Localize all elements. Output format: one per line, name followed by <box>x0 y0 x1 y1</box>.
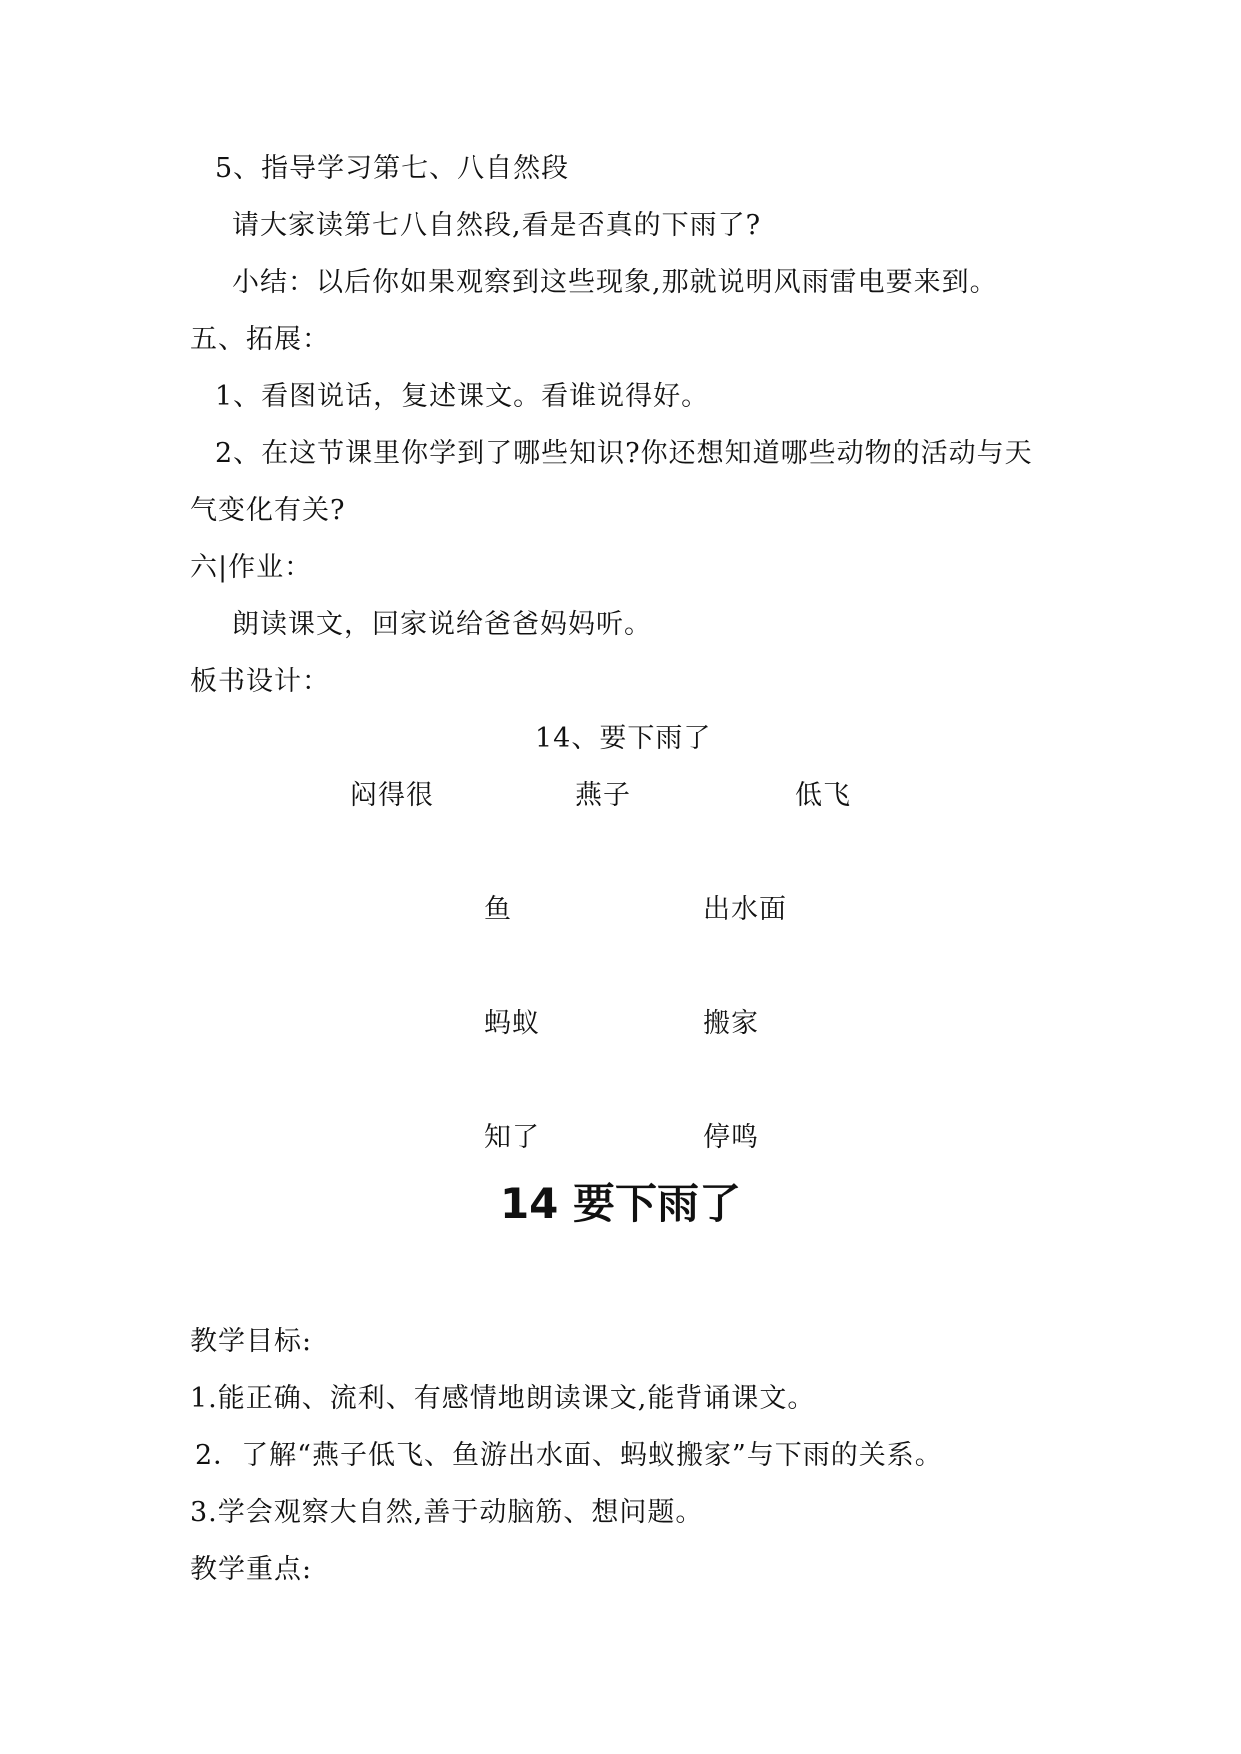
goal-item-2: 2．了解“燕子低飞、鱼游出水面、蚂蚁搬家”与下雨的关系。 <box>195 1440 943 1471</box>
item5-summary: 小结：以后你如果观察到这些现象,那就说明风雨雷电要来到。 <box>232 267 998 298</box>
homework-text: 朗读课文，回家说给爸爸妈妈听。 <box>232 609 652 640</box>
board-design-heading: 板书设计： <box>190 666 330 697</box>
board-cell: 燕子 <box>575 780 631 811</box>
board-cell: 蚂蚁 <box>484 1008 540 1039</box>
goal-item-1: 1.能正确、流利、有感情地朗读课文,能背诵课文。 <box>190 1383 816 1414</box>
item5-question: 请大家读第七八自然段,看是否真的下雨了? <box>232 210 762 241</box>
board-cell: 低飞 <box>795 780 851 811</box>
goal-item-3: 3.学会观察大自然,善于动脑筋、想问题。 <box>190 1497 704 1528</box>
item5-heading: 5、指导学习第七、八自然段 <box>215 153 570 184</box>
board-title: 14、要下雨了 <box>535 723 712 754</box>
section6-heading: 六|作业： <box>190 552 313 583</box>
board-cell: 闷得很 <box>350 780 434 811</box>
goals-heading: 教学目标: <box>190 1326 313 1357</box>
board-cell: 知了 <box>484 1122 540 1153</box>
extension-item-2-line2: 气变化有关? <box>190 495 346 526</box>
board-cell: 搬家 <box>703 1008 759 1039</box>
extension-item-2-line1: 2、在这节课里你学到了哪些知识?你还想知道哪些动物的活动与天 <box>215 438 1033 469</box>
board-cell: 鱼 <box>484 894 512 925</box>
section5-heading: 五、拓展： <box>190 324 330 355</box>
focus-heading: 教学重点: <box>190 1554 313 1585</box>
extension-item-1: 1、看图说话，复述课文。看谁说得好。 <box>215 381 710 412</box>
lesson-title: 14 要下雨了 <box>499 1179 742 1228</box>
board-cell: 出水面 <box>703 894 787 925</box>
board-cell: 停鸣 <box>703 1122 759 1153</box>
